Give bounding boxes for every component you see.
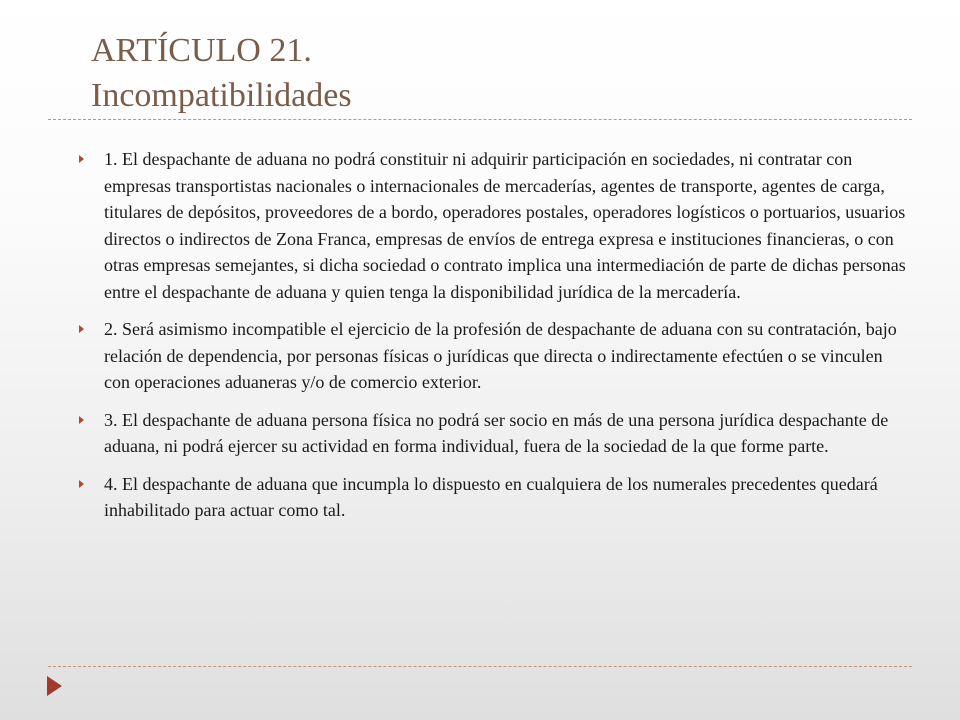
bullet-text: 2. Será asimismo incompatible el ejercicio de la profesión de despachante de aduana con su contratación, bajo relación de dependencia, por personas físicas o jurídicas que directa o indirectamente efectúen o se vinculen con operaciones aduaneras y/o de comercio exterior. (104, 319, 897, 392)
bullet-arrow-icon (79, 155, 84, 163)
title-line-topic: Incompatibilidades (91, 77, 352, 114)
bullet-list (76, 146, 906, 535)
bullet-item-2 (76, 316, 906, 396)
bullet-arrow-icon (79, 480, 84, 488)
top-divider (48, 119, 912, 120)
slide-title (91, 28, 911, 118)
title-line-article: ARTÍCULO 21. (91, 32, 312, 69)
bottom-divider (48, 666, 912, 667)
bullet-arrow-icon (79, 416, 84, 424)
bullet-item-3 (76, 407, 906, 460)
bullet-arrow-icon (79, 325, 84, 333)
bullet-item-1 (76, 146, 906, 305)
bullet-item-4 (76, 471, 906, 524)
corner-triangle-icon (47, 676, 62, 696)
bullet-text: 3. El despachante de aduana persona física no podrá ser socio en más de una persona jurídica despachante de aduana, ni podrá ejercer su actividad en forma individual, fuera de la sociedad de la que forme parte. (104, 409, 889, 456)
bullet-text: 4. El despachante de aduana que incumpla lo dispuesto en cualquiera de los numerales precedentes quedará inhabilitado para actuar como tal. (104, 473, 878, 520)
bullet-text: 1. El despachante de aduana no podrá constituir ni adquirir participación en sociedades, ni contratar con empresas transportistas nacionales o internacionales de mercaderías, agentes de transporte, agentes de carga, titulares de depósitos, proveedores de a bordo, operadores postales, operadores logísticos o portuarios, usuarios directos o indirectos de Zona Franca, empresas de envíos de entrega expresa e instituciones financieras, o con otras empresas semejantes, si dicha sociedad o contrato implica una intermediación de parte de dichas personas entre el despachante de aduana y quien tenga la disponibilidad jurídica de la mercadería. (104, 149, 906, 302)
